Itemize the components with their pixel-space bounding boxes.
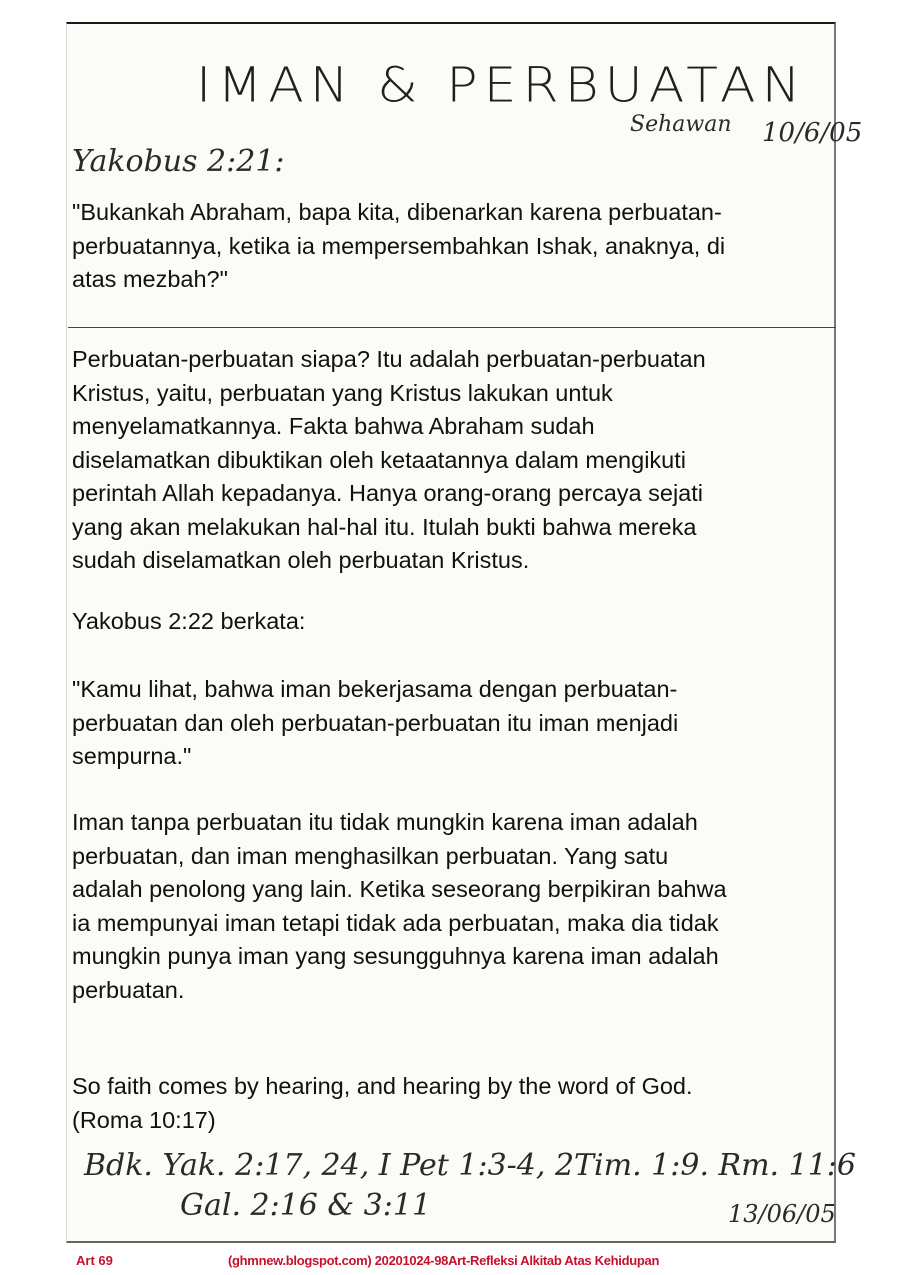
handwritten-cross-refs-line2: Gal. 2:16 & 3:11 (180, 1188, 432, 1223)
handwritten-title: IMAN & PERBUATAN (196, 58, 807, 114)
handwritten-cross-refs-line1: Bdk. Yak. 2:17, 24, I Pet 1:3-4, 2Tim. 1:9. Rm. 11:6 (84, 1148, 856, 1183)
footer-source: (ghmnew.blogspot.com) 20201024-98Art-Refleksi Alkitab Atas Kehidupan (228, 1253, 660, 1268)
divider-line (68, 327, 836, 328)
handwritten-date-top: 10/6/05 (762, 118, 863, 148)
handwritten-date-bottom: 13/06/05 (728, 1200, 836, 1228)
closing-verse-roma-10-17: So faith comes by hearing, and hearing by the word of God. (Roma 10:17) (72, 1073, 693, 1133)
handwritten-verse-ref: Yakobus 2:21: (72, 144, 285, 179)
paragraph-works-of-christ: Perbuatan-perbuatan siapa? Itu adalah perbuatan-perbuatan Kristus, yaitu, perbuatan yang Kristus lakukan untuk menyelamatkannya. Fakta bahwa Abraham sudah diselamatkan dibuktikan oleh ketaatannya dalam mengikuti perintah Allah kepadanya. Hanya orang-orang percaya sejati yang akan melakukan hal-hal itu. Itulah bukti bahwa mereka sudah diselamatkan oleh perbuatan Kristus. (72, 346, 706, 573)
handwritten-signature: Sehawan (630, 112, 732, 137)
footer-article-number: Art 69 (76, 1253, 113, 1268)
paragraph-faith-and-works: Iman tanpa perbuatan itu tidak mungkin karena iman adalah perbuatan, dan iman menghasilkan perbuatan. Yang satu adalah penolong yang lain. Ketika seseorang berpikiran bahwa ia mempunyai iman tetapi tidak ada perbuatan, maka dia tidak mungkin punya iman yang sesungguhnya karena iman adalah perbuatan. (72, 809, 727, 1003)
quote-yakobus-2-22: "Kamu lihat, bahwa iman bekerjasama dengan perbuatan- perbuatan dan oleh perbuatan-perbuatan itu iman menjadi sempurna." (72, 676, 679, 769)
quote-yakobus-2-21: "Bukankah Abraham, bapa kita, dibenarkan karena perbuatan- perbuatannya, ketika ia mempersembahkan Ishak, anaknya, di atas mezbah?" (72, 199, 726, 292)
intro-yakobus-2-22: Yakobus 2:22 berkata: (72, 608, 306, 634)
